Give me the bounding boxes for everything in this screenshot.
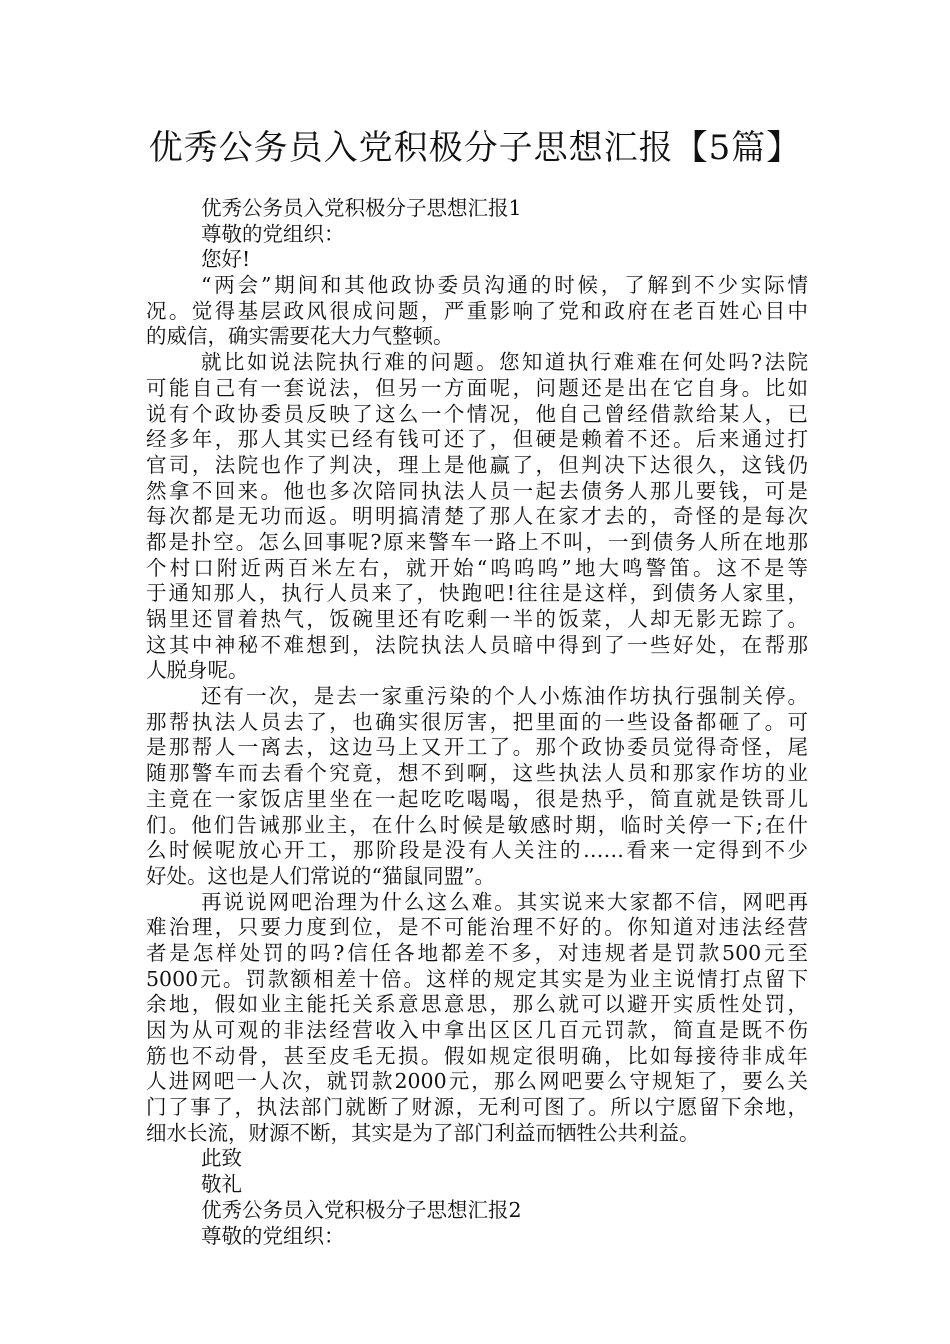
- text-line: 况。觉得基层政风很成问题，严重影响了党和政府在老百姓心目中: [146, 298, 808, 323]
- text-line: 5000元。罚款额相差十倍。这样的规定其实是为业主说情打点留下: [146, 966, 808, 991]
- text-line: 优秀公务员入党积极分子思想汇报1: [201, 196, 522, 220]
- text-line: 者是怎样处罚的吗?信任各地都差不多，对违规者是罚款500元至: [146, 940, 808, 965]
- text-line: 难治理，只要力度到位，是不可能治理不好的。你知道对违法经营: [146, 915, 808, 940]
- text-line: 好处。这也是人们常说的“猫鼠同盟”。: [146, 863, 495, 888]
- text-line: 都是扑空。怎么回事呢?原来警车一路上不叫，一到债务人所在地那: [146, 529, 808, 554]
- text-line: 这其中神秘不难想到，法院执法人员暗中得到了一些好处，在帮那: [146, 632, 808, 657]
- text-line: 尊敬的党组织：: [201, 221, 345, 246]
- text-line: 个村口附近两百米左右，就开始“呜呜呜”地大鸣警笛。这不是等: [146, 555, 808, 580]
- text-line: 们。他们告诫那业主，在什么时候是敏感时期，临时关停一下;在什: [146, 812, 808, 837]
- text-line: 于通知那人，执行人员来了，快跑吧!往往是这样，到债务人家里，: [146, 581, 808, 606]
- text-line: “两会”期间和其他政协委员沟通的时候，了解到不少实际情: [201, 273, 808, 298]
- text-line: 此致: [201, 1146, 242, 1171]
- text-line: 敬礼: [201, 1172, 242, 1197]
- text-line: 筋也不动骨，甚至皮毛无损。假如规定很明确，比如每接待非成年: [146, 1043, 808, 1068]
- page-title: 优秀公务员入党积极分子思想汇报【5篇】: [148, 128, 802, 168]
- text-line: 那帮执法人员去了，也确实很厉害，把里面的一些设备都砸了。可: [146, 709, 808, 734]
- text-line: 经多年，那人其实已经有钱可还了，但硬是赖着不还。后来通过打: [146, 427, 808, 452]
- text-line: 锅里还冒着热气，饭碗里还有吃剩一半的饭菜，人却无影无踪了。: [146, 607, 808, 631]
- text-line: 人进网吧一人次，就罚款2000元，那么网吧要么守规矩了，要么关: [146, 1069, 808, 1094]
- text-line: 门了事了，执法部门就断了财源，无利可图了。所以宁愿留下余地，: [146, 1095, 808, 1120]
- text-line: 主竟在一家饭店里坐在一起吃吃喝喝，很是热乎，简直就是铁哥儿: [146, 786, 808, 811]
- text-line: 您好!: [201, 247, 251, 272]
- text-line: 尊敬的党组织：: [201, 1223, 345, 1248]
- text-line: 说有个政协委员反映了这么一个情况，他自己曾经借款给某人，已: [146, 401, 808, 426]
- text-line: 么时候呢放心开工，那阶段是没有人关注的……看来一定得到不少: [146, 838, 808, 863]
- text-line: 就比如说法院执行难的问题。您知道执行难难在何处吗?法院: [201, 350, 808, 375]
- text-line: 还有一次，是去一家重污染的个人小炼油作坊执行强制关停。: [201, 684, 808, 709]
- text-line: 每次都是无功而返。明明搞清楚了那人在家才去的，奇怪的是每次: [146, 504, 808, 529]
- text-line: 优秀公务员入党积极分子思想汇报2: [201, 1197, 522, 1222]
- text-line: 然拿不回来。他也多次陪同执法人员一起去债务人那儿要钱，可是: [146, 478, 808, 503]
- text-line: 官司，法院也作了判决，理上是他赢了，但判决下达很久，这钱仍: [146, 452, 808, 477]
- text-line: 细水长流，财源不断，其实是为了部门利益而牺牲公共利益。: [146, 1120, 700, 1145]
- text-line: 人脱身呢。: [146, 658, 249, 683]
- text-line: 再说说网吧治理为什么这么难。其实说来大家都不信，网吧再: [201, 889, 808, 914]
- text-line: 是那帮人一离去，这边马上又开工了。那个政协委员觉得奇怪，尾: [146, 735, 808, 760]
- text-line: 余地，假如业主能托关系意思意思，那么就可以避开实质性处罚，: [146, 992, 808, 1017]
- text-line: 可能自己有一套说法，但另一方面呢，问题还是出在它自身。比如: [146, 375, 808, 400]
- document-body: [146, 196, 808, 1249]
- text-line: 因为从可观的非法经营收入中拿出区区几百元罚款，简直是既不伤: [146, 1018, 808, 1042]
- text-line: 随那警车而去看个究竟，想不到啊，这些执法人员和那家作坊的业: [146, 761, 808, 786]
- text-line: 的威信，确实需要花大力气整顿。: [146, 324, 454, 349]
